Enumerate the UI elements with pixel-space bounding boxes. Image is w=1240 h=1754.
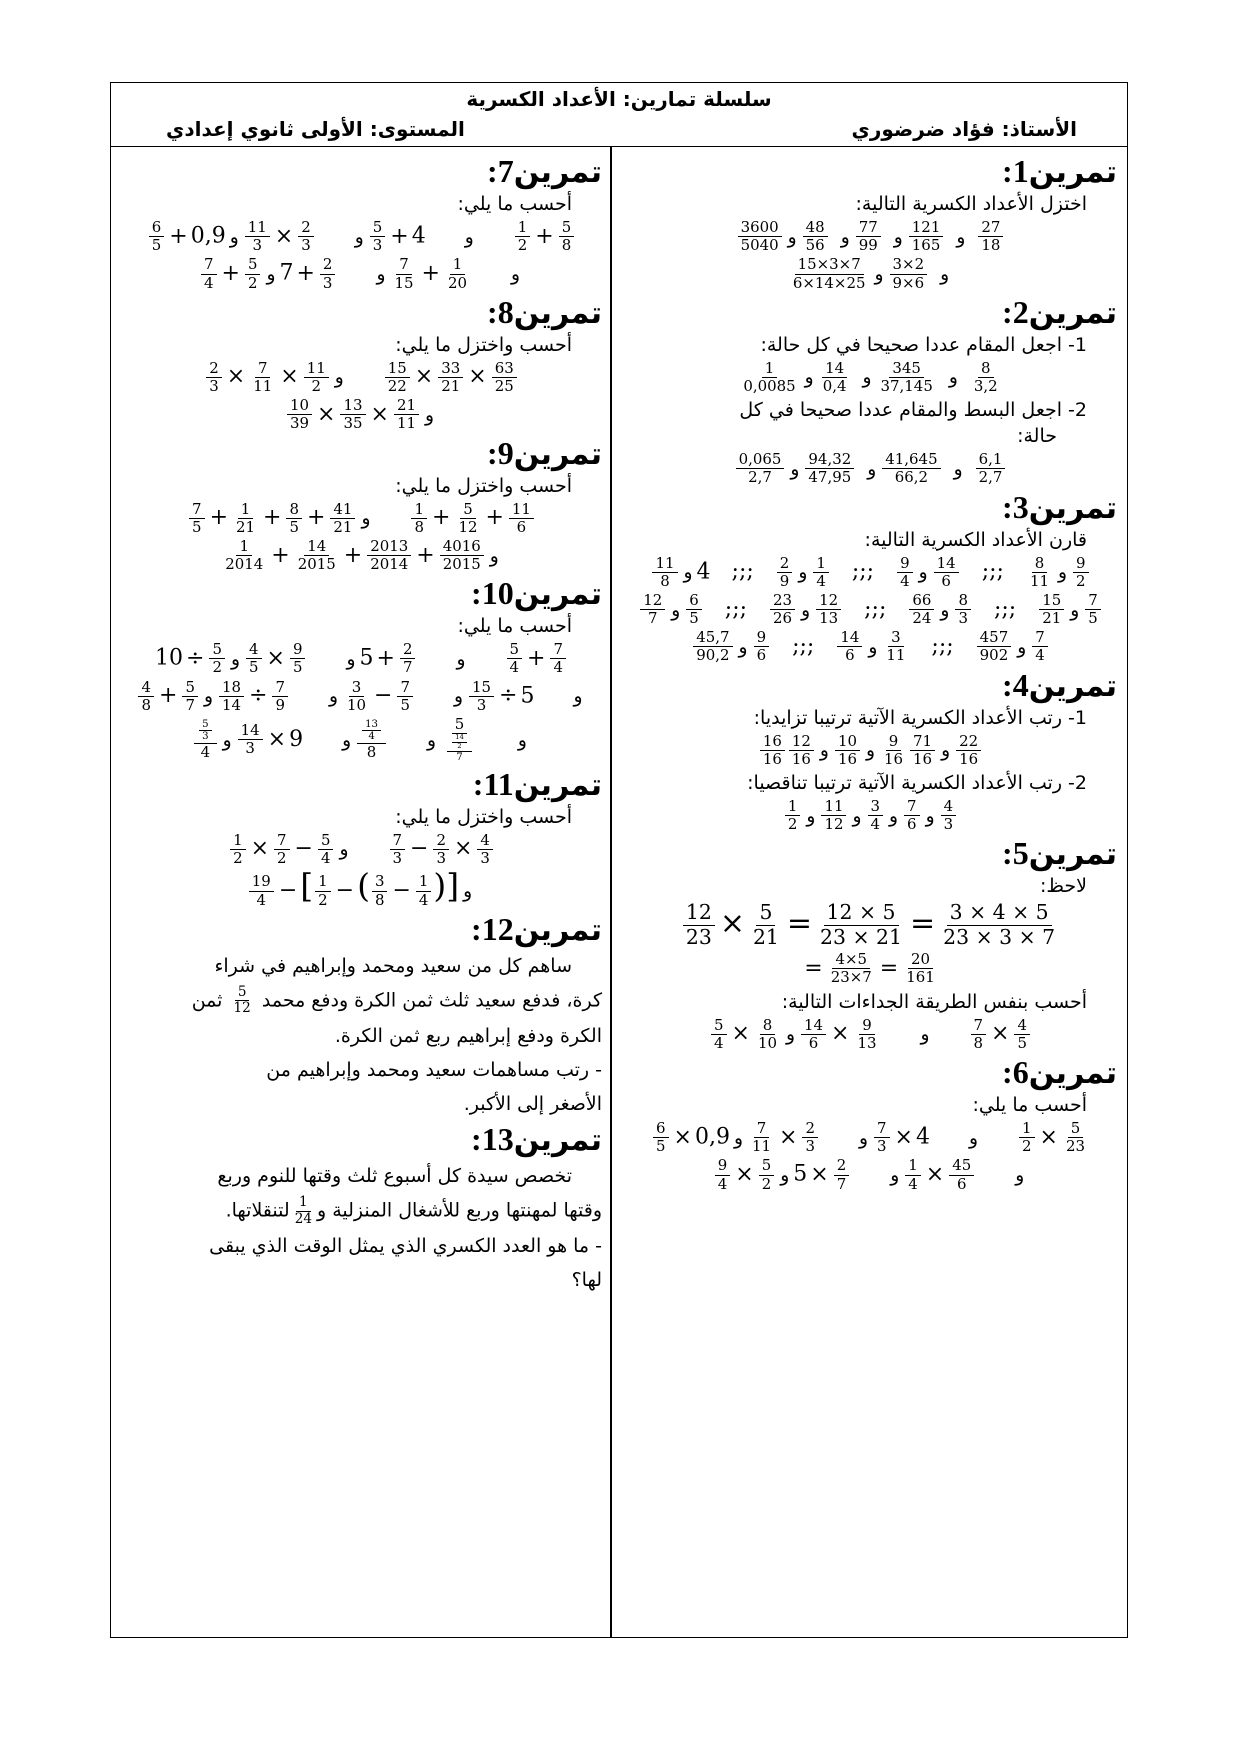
worksheet [110, 82, 1128, 1638]
exercise-instruction: أحسب بنفس الطريقة الجداءات التالية: [781, 990, 1087, 1013]
exercise-title: تمرين7: [487, 153, 602, 190]
exercise-1 [624, 153, 1117, 292]
expression-row: $\frac{4}{8}$ + $\frac{5}{7}$ و 5÷ $\frac{15}{3}$ و $\frac{7}{5}$ − $\frac{3}{10}$ و $\frac{7}{9}$ ÷ $\frac{18}{14}$ و [121, 679, 602, 714]
exercise-instruction: 2- رتب الأعداد الكسرية الآتية ترتيبا تناقصيا: [747, 772, 1087, 794]
exercise-instruction: حالة: [1017, 425, 1057, 448]
exercise-paragraph: وقتها لمهنتها وربع للأشغال المنزلية و $\frac{1}{24}$ لتنقلاتها. [225, 1194, 602, 1227]
exercise-5 [624, 835, 1117, 1052]
exercise-instruction: أحسب ما يلي: [457, 615, 572, 638]
exercise-title: تمرين9: [487, 434, 602, 472]
exercise-paragraph: الأصغر إلى الأكبر. [463, 1093, 602, 1116]
page-title: سلسلة تمارين: الأعداد الكسرية [466, 87, 772, 111]
expression-row: $\frac{16}{16}$ $\frac{12}{16}$ و $\frac{71}{16}$ $\frac{9}{16}$ و $\frac{10}{16}$ و $\frac{22}{16}$ [624, 733, 1117, 768]
exercise-instruction: أحسب واختزل ما يلي: [395, 805, 572, 828]
expression-row: 10 ÷ $\frac{5}{2}$ و $\frac{2}{7}$ +5و $\frac{9}{5}$ × $\frac{4}{5}$ و $\frac{5}{4}$ + $\frac{7}{4}$ [121, 641, 602, 676]
exercise-instruction: أحسب ما يلي: [972, 1094, 1087, 1117]
expression-row: $\frac{7}{5}$ + $\frac{1}{21}$ + $\frac{8}{5}$ + $\frac{41}{21}$ و $\frac{1}{8}$ + $\frac{5}{12}$ + $\frac{11}{6}$ [121, 501, 602, 536]
exercise-instruction: أحسب واختزل ما يلي: [395, 474, 572, 497]
exercise-paragraph: - ما هو العدد الكسري الذي يمثل الوقت الذي يبقى [209, 1235, 602, 1258]
expression-row: $\frac{2}{3}$ × $\frac{7}{11}$ × $\frac{11}{2}$ و $\frac{15}{22}$ × $\frac{33}{21}$ × $\frac{63}{25}$ [121, 360, 602, 395]
teacher-name: الأستاذ: فؤاد ضرضوري [851, 117, 1077, 141]
expression-row: $\frac{3600}{5040}$ و $\frac{121}{165}$ و $\frac{77}{99}$ و $\frac{48}{56}$ و $\frac{27}{18}$ [624, 219, 1117, 254]
expression-row: $\frac{12}{23}$ × $\frac{5}{21}$ = $\frac{12 \times 5}{23 \times 21}$ = $\frac{3 \times 4 \times 5}{23 \times 3 \times 7}$ [624, 901, 1117, 949]
exercise-title: تمرين5: [1002, 835, 1117, 873]
exercise-paragraph: تخصص سيدة كل أسبوع ثلث وقتها للنوم وربع [217, 1165, 572, 1188]
exercise-instruction: قارن الأعداد الكسرية التالية: [864, 528, 1087, 551]
expression-row: $\frac{7}{4}$ + $\frac{5}{2}$ و $\frac{1}{20}$ + $\frac{7}{15}$ و $\frac{2}{3}$ +7و [121, 256, 602, 291]
expression-row: $\frac{19}{4}$ −[ $\frac{1}{2}$ −( $\frac{3}{8}$ − $\frac{1}{4}$ )] و [121, 869, 602, 909]
exercise-4 [624, 667, 1117, 834]
exercise-instruction: أحسب واختزل ما يلي: [395, 333, 572, 356]
exercise-11 [121, 766, 602, 909]
exercise-paragraph: - رتب مساهمات سعيد ومحمد وإبراهيم من [266, 1059, 602, 1082]
exercise-12 [121, 911, 602, 1121]
right-column [612, 147, 1127, 1637]
expression-row: $\frac{12}{7}$ و $\frac{15}{21}$ ;;; $\frac{8}{3}$ و $\frac{66}{24}$ ;;; $\frac{12}{13}$ و $\frac{23}{26}$ ;;; $\frac{6}{5}$ و $\frac{7}{5}$ [624, 592, 1117, 627]
expression-row: $\frac{1}{2014}$ + $\frac{14}{2015}$ + $\frac{2013}{2014}$ + $\frac{4016}{2015}$ و [225, 536, 499, 574]
exercise-title: تمرين13: [471, 1121, 602, 1159]
exercise-3 [624, 489, 1117, 665]
expression-row: $\frac{6}{5}$ × 0,9 و 4× $\frac{7}{3}$ و $\frac{2}{3}$ × $\frac{7}{11}$ و $\frac{1}{2}$ × $\frac{5}{23}$ [624, 1120, 1117, 1155]
exercise-10 [121, 575, 602, 764]
exercise-title: تمرين2: [1002, 293, 1117, 331]
exercise-title: تمرين4: [1002, 666, 1117, 704]
exercise-7 [121, 153, 602, 292]
exercise-instruction: أحسب ما يلي: [457, 193, 572, 215]
exercise-instruction: لاحظ: [1039, 875, 1087, 898]
exercise-9 [121, 435, 602, 574]
expression-row: $\frac{45,7}{90,2}$ و $\frac{457}{902}$ ;;; $\frac{3}{11}$ و $\frac{14}{6}$ ;;; $\frac{9}{6}$ و $\frac{7}{4}$ [624, 629, 1117, 664]
expression-row: $\frac{15\times 3\times 7}{6\times 14\times 25}$ و $\frac{3\times 2}{9\times 6}$ و [792, 255, 950, 292]
expression-row: $\frac{9}{4}$ × $\frac{5}{2}$ و $\frac{45}{6}$ × $\frac{1}{4}$ و $\frac{2}{7}$ ×5و [624, 1157, 1117, 1192]
exercise-8 [121, 294, 602, 433]
exercise-title: تمرين8: [487, 293, 602, 331]
exercise-title: تمرين12: [471, 910, 602, 948]
expression-row: = $\frac{4\times 5}{23\times 7}$ = $\frac{20}{161}$ [804, 950, 935, 987]
expression-row: $\frac{1}{2}$ × $\frac{7}{2}$ − $\frac{5}{4}$ و $\frac{7}{3}$ − $\frac{2}{3}$ × $\frac{4}{3}$ [121, 832, 602, 867]
exercise-paragraph: كرة، فدفع سعيد ثلث ثمن الكرة ودفع محمد $\frac{5}{12}$ ثمن [191, 983, 602, 1017]
expression-row: $\frac{5}{4}$ × $\frac{8}{10}$ و $\frac{9}{13}$ × $\frac{14}{6}$ و $\frac{7}{8}$ × $\frac{4}{5}$ [624, 1017, 1117, 1052]
expression-row: $\frac{6}{5}$ + 0,9 و 4+ $\frac{5}{3}$ و $\frac{2}{3}$ × $\frac{11}{3}$ و $\frac{1}{2}$ + $\frac{5}{8}$ [121, 219, 602, 254]
exercise-title: تمرين10: [471, 575, 602, 613]
expression-row: $\frac{11}{8}$ و $\frac{8}{11}$ ;;; $\frac{14}{6}$ و $\frac{9}{4}$ ;;; $\frac{1}{4}$ و $\frac{2}{9}$ ;;; 4و $\frac{9}{2}$ [624, 555, 1117, 590]
expression-row: $\frac{1}{0,0085}$ و $\frac{345}{37,145}$ و $\frac{14}{0,4}$ و $\frac{8}{3,2}$ [743, 358, 998, 395]
exercise-paragraph: لها؟ [571, 1269, 602, 1292]
exercise-paragraph: الكرة ودفع إبراهيم ربع ثمن الكرة. [334, 1025, 602, 1048]
exercise-instruction: 1- اجعل المقام عددا صحيحا في كل حالة: [760, 333, 1087, 356]
exercise-6 [624, 1054, 1117, 1193]
header [111, 83, 1127, 147]
expression-row: $\frac{\frac{5}{3}}{4}$ و $\frac{5}{\frac{\frac{14}{2}}{7}}$ و $\frac{\frac{13}{4}}{8}$ و 9× $\frac{14}{3}$ و [121, 716, 602, 764]
exercise-title: تمرين6: [1002, 1054, 1117, 1092]
level-label: المستوى: الأولى ثانوي إعدادي [166, 117, 465, 141]
left-column [111, 147, 610, 1637]
expression-row: $\frac{0,065}{2,7}$ و $\frac{41,645}{66,2}$ و $\frac{94,32}{47,95}$ و $\frac{6,1}{2,7}$ [624, 451, 1117, 486]
exercise-2 [624, 294, 1117, 487]
exercise-13 [121, 1121, 602, 1297]
exercise-paragraph: ساهم كل من سعيد ومحمد وإبراهيم في شراء [214, 954, 572, 977]
exercise-instruction: 1- رتب الأعداد الكسرية الآتية ترتيبا تزايديا: [753, 706, 1087, 729]
expression-row: $\frac{1}{2}$ و $\frac{7}{6}$ و $\frac{3}{4}$ و $\frac{11}{12}$ و $\frac{4}{3}$ [624, 798, 1117, 833]
exercise-title: تمرين11: [472, 765, 602, 803]
exercise-instruction: اختزل الأعداد الكسرية التالية: [855, 193, 1087, 215]
exercise-instruction: 2- اجعل البسط والمقام عددا صحيحا في كل [739, 399, 1087, 422]
exercise-title: تمرين1: [1002, 153, 1117, 190]
exercise-title: تمرين3: [1002, 488, 1117, 526]
expression-row: $\frac{10}{39}$ × $\frac{13}{35}$ × $\frac{21}{11}$ و [121, 397, 602, 432]
